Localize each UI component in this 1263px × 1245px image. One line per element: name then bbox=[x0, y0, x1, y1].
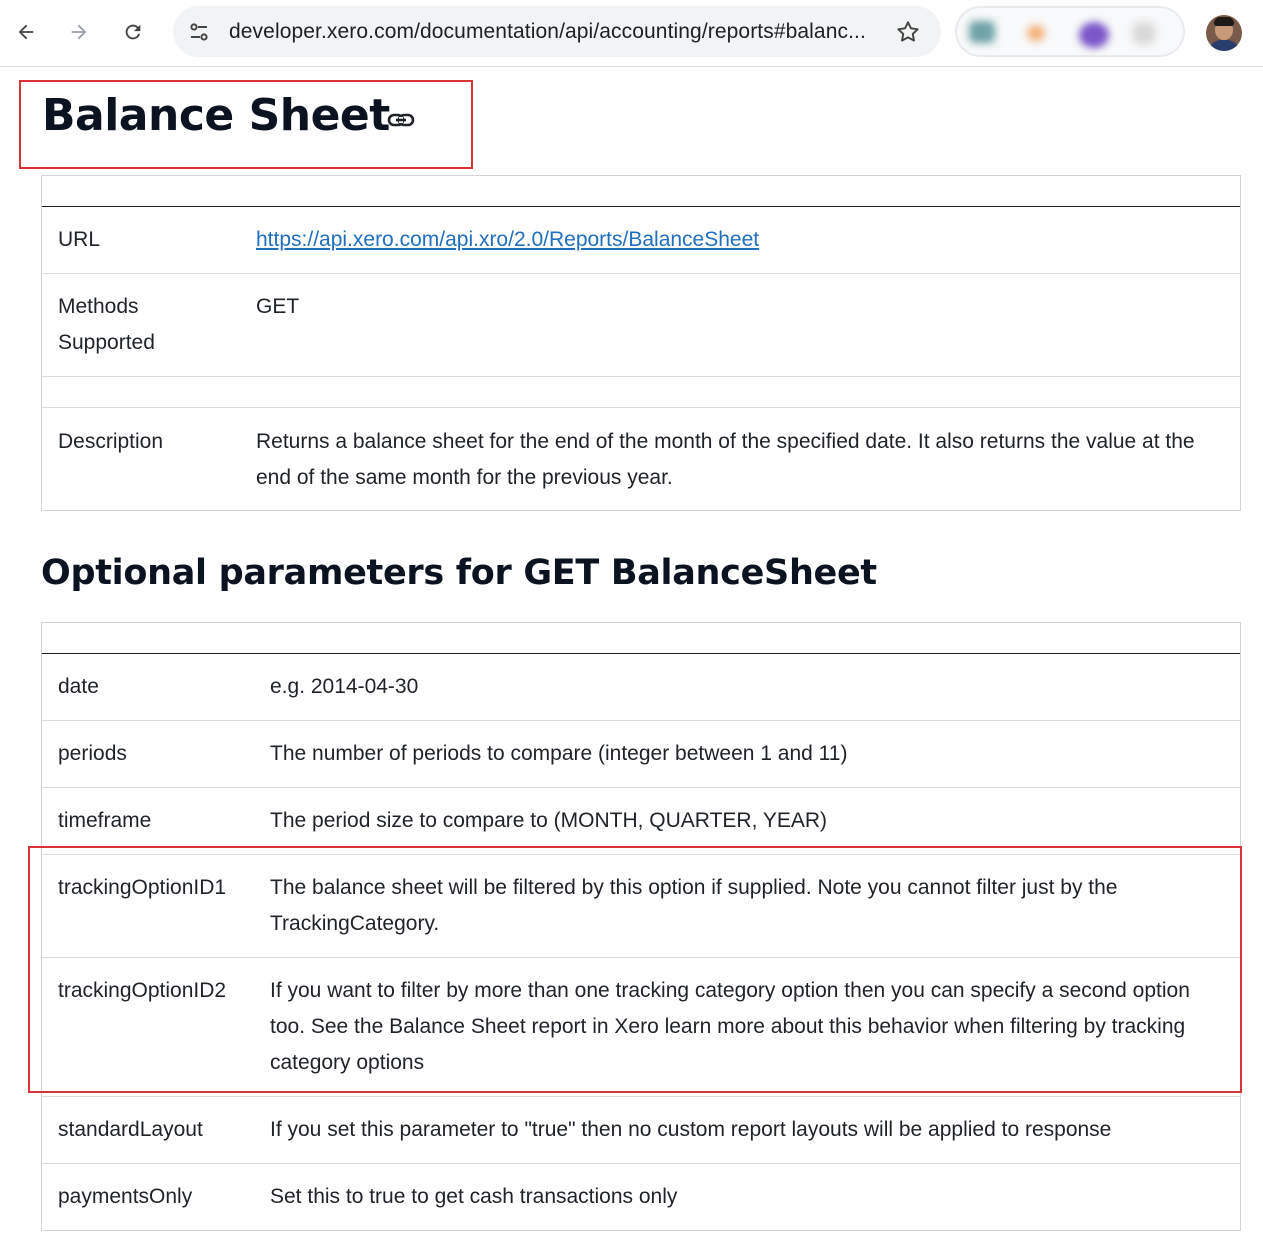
star-icon[interactable] bbox=[895, 19, 921, 45]
address-bar[interactable] bbox=[173, 6, 941, 57]
forward-button[interactable] bbox=[61, 14, 97, 50]
endpoint-table bbox=[41, 175, 1241, 511]
table-row bbox=[42, 721, 1240, 788]
highlight-box-tracking-options bbox=[28, 846, 1242, 1093]
param-name: paymentsOnly bbox=[58, 1185, 193, 1208]
table-row bbox=[42, 654, 1240, 721]
param-description: If you set this parameter to "true" then no custom report layouts will be applied to response bbox=[270, 1118, 1112, 1141]
url-text[interactable]: developer.xero.com/documentation/api/accounting/reports#balanc... bbox=[229, 20, 866, 43]
table-header bbox=[42, 623, 1240, 654]
row-key: Methods Supported bbox=[58, 295, 155, 354]
param-name: periods bbox=[58, 742, 127, 765]
row-value: GET bbox=[256, 295, 300, 318]
param-description: The period size to compare to (MONTH, QUARTER, YEAR) bbox=[270, 809, 828, 832]
table-row bbox=[42, 1097, 1240, 1164]
page-title: Balance Sheet bbox=[42, 90, 390, 141]
param-name: standardLayout bbox=[58, 1118, 203, 1141]
row-key: URL bbox=[58, 228, 101, 251]
param-description: The number of periods to compare (integer between 1 and 11) bbox=[270, 742, 848, 765]
extension-icon[interactable] bbox=[969, 21, 995, 43]
reload-button[interactable] bbox=[115, 14, 151, 50]
param-name: trackingOptionID1 bbox=[58, 876, 227, 899]
extension-icon[interactable] bbox=[1079, 22, 1109, 48]
highlight-box-title bbox=[19, 80, 473, 169]
arrow-right-icon bbox=[68, 21, 90, 43]
row-key: Description bbox=[58, 430, 164, 453]
extension-icon[interactable] bbox=[1133, 22, 1155, 44]
browser-toolbar bbox=[0, 0, 1263, 67]
section-heading: Optional parameters for GET BalanceSheet bbox=[41, 553, 877, 593]
table-row bbox=[42, 1164, 1240, 1231]
extension-icon[interactable] bbox=[1027, 25, 1045, 41]
param-description: Set this to true to get cash transactions only bbox=[270, 1185, 678, 1208]
param-description: The balance sheet will be filtered by this option if supplied. Note you cannot filter just by the TrackingCategory. bbox=[270, 876, 1118, 935]
table-row-empty bbox=[42, 377, 1240, 408]
arrow-left-icon bbox=[15, 21, 37, 43]
table-row bbox=[42, 788, 1240, 855]
param-name: timeframe bbox=[58, 809, 152, 832]
tune-icon[interactable] bbox=[187, 20, 211, 44]
reload-icon bbox=[122, 21, 144, 43]
avatar[interactable] bbox=[1206, 15, 1242, 51]
row-value bbox=[256, 222, 1226, 258]
param-description: e.g. 2014-04-30 bbox=[270, 675, 419, 698]
back-button[interactable] bbox=[8, 14, 44, 50]
extensions-area[interactable] bbox=[955, 6, 1185, 57]
param-description: If you want to filter by more than one tracking category option then you can specify a second option too. See the Balance Sheet report in Xero learn more about this behavior when filtering by tracking category options bbox=[270, 979, 1190, 1074]
table-row bbox=[42, 408, 1240, 511]
table-row bbox=[42, 274, 1240, 377]
table-row bbox=[42, 207, 1240, 274]
row-value: Returns a balance sheet for the end of the month of the specified date. It also returns the value at the end of the same month for the previous year. bbox=[256, 430, 1195, 489]
endpoint-url-link[interactable]: https://api.xero.com/api.xro/2.0/Reports/BalanceSheet bbox=[256, 228, 760, 251]
table-header bbox=[42, 176, 1240, 207]
param-name: date bbox=[58, 675, 99, 698]
param-name: trackingOptionID2 bbox=[58, 979, 227, 1002]
